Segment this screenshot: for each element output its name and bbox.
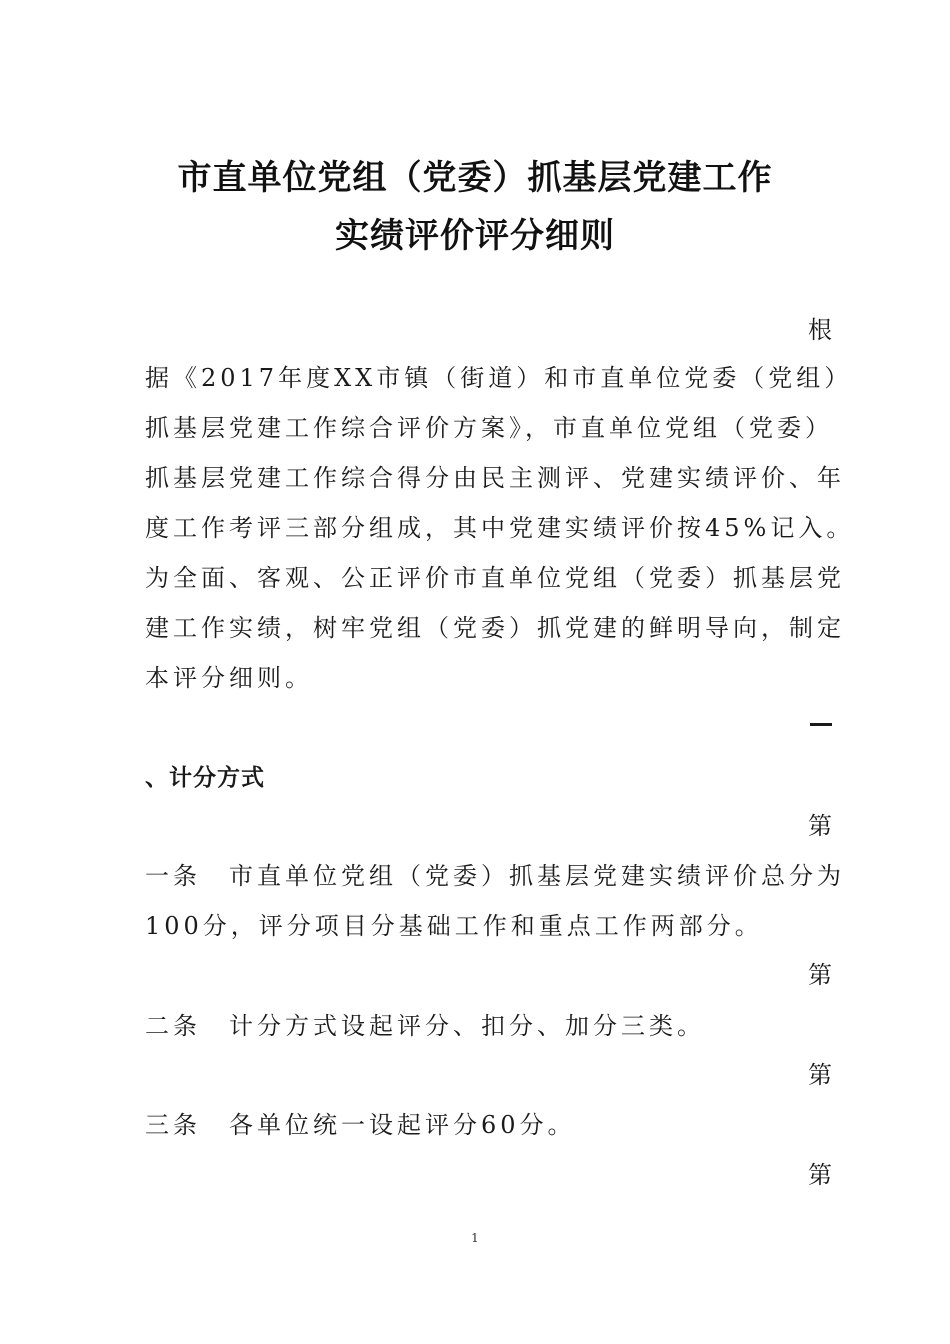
article-2-line: 二条 计分方式设起评分、扣分、加分三类。: [145, 1012, 705, 1040]
article-2-lead-char: 第: [808, 961, 832, 989]
document-title-line-2: 实绩评价评分细则: [335, 216, 615, 256]
article-3-lead-char: 第: [808, 1061, 832, 1089]
section-1-heading: 、计分方式: [145, 765, 265, 791]
section-1-number-dash: [810, 723, 832, 726]
page-number: 1: [471, 1231, 479, 1245]
article-4-lead-char: 第: [808, 1161, 832, 1189]
intro-line-4: 度工作考评三部分组成，其中党建实绩评价按45%记入。: [145, 514, 855, 542]
intro-line-2: 抓基层党建工作综合评价方案》，市直单位党组（党委）: [145, 414, 833, 442]
article-1-lead-char: 第: [808, 812, 832, 840]
intro-line-3: 抓基层党建工作综合得分由民主测评、党建实绩评价、年: [145, 464, 845, 492]
intro-line-5: 为全面、客观、公正评价市直单位党组（党委）抓基层党: [145, 564, 845, 592]
document-title-line-1: 市直单位党组（党委）抓基层党建工作: [177, 158, 773, 198]
intro-lead-char: 根: [808, 316, 832, 344]
intro-line-6: 建工作实绩，树牢党组（党委）抓党建的鲜明导向，制定: [145, 614, 845, 642]
article-3-line: 三条 各单位统一设起评分60分。: [145, 1111, 576, 1139]
intro-line-1: 据《2017年度XX市镇（街道）和市直单位党委（党组）: [145, 364, 853, 392]
intro-line-7: 本评分细则。: [145, 664, 313, 692]
article-1-line-2: 100分，评分项目分基础工作和重点工作两部分。: [145, 912, 763, 940]
article-1-line-1: 一条 市直单位党组（党委）抓基层党建实绩评价总分为: [145, 862, 845, 890]
